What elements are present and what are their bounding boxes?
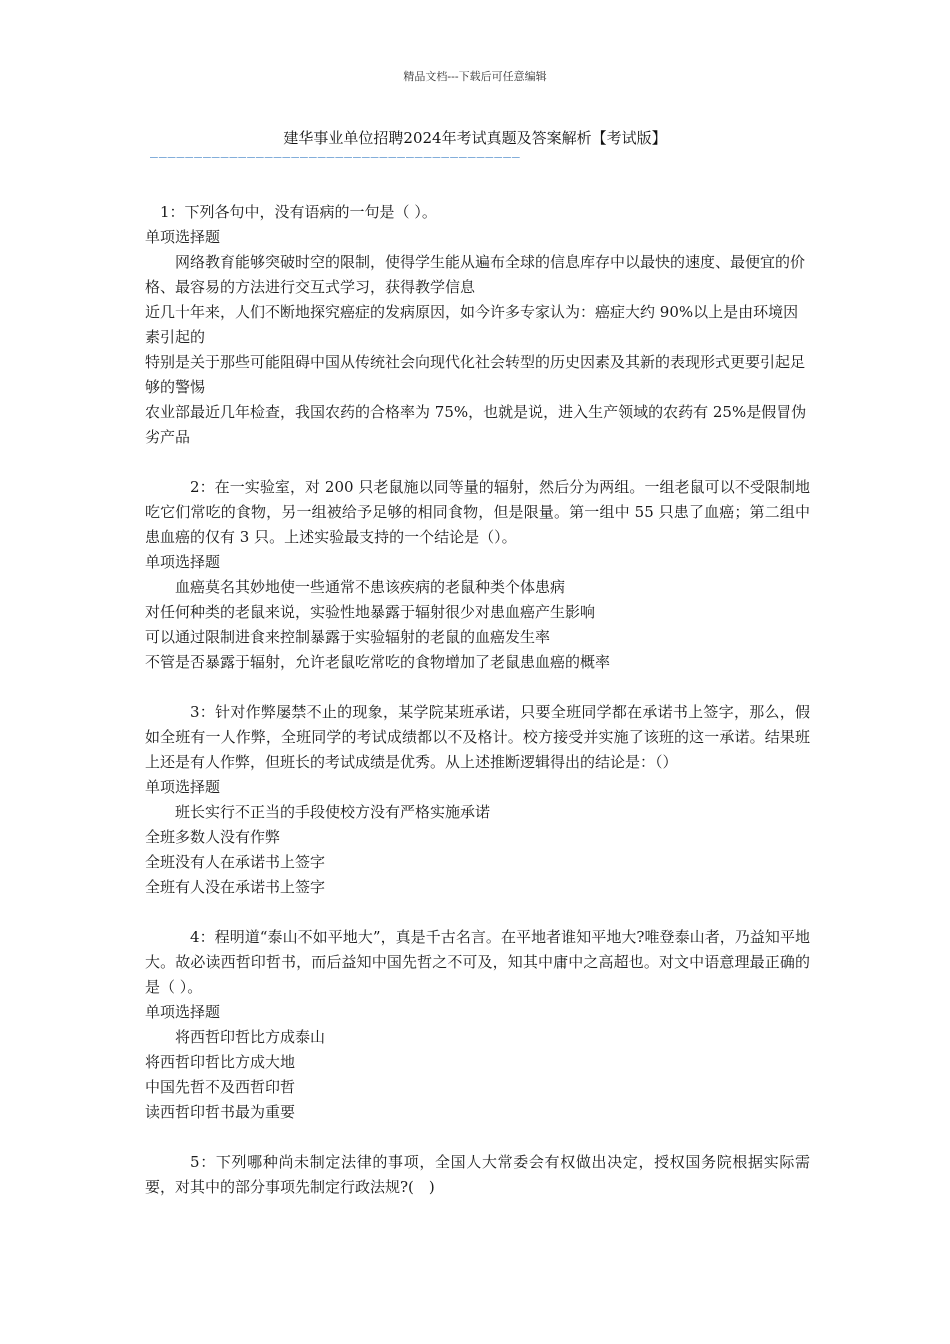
option-c: 中国先哲不及西哲印哲 xyxy=(145,1078,296,1096)
question-3 xyxy=(145,700,810,900)
option-a: 网络教育能够突破时空的限制，使得学生能从遍布全球的信息库存中以最快的速度、最便宜的价格、最容易的方法进行交互式学习，获得教学信息 xyxy=(145,253,806,296)
question-5 xyxy=(145,1150,810,1200)
question-text: 在一实验室，对 200 只老鼠施以同等量的辐射，然后分为两组。一组老鼠可以不受限制地吃它们常吃的食物，另一组被给予足够的相同食物，但是限量。第一组中 55 只患了血癌；第二组中患血癌的仅有 3 只。上述实验最支持的一个结论是（）。 xyxy=(145,478,811,546)
question-text: 针对作弊屡禁不止的现象，某学院某班承诺，只要全班同学都在承诺书上签字，那么，假如全班有一人作弊，全班同学的考试成绩都以不及格计。校方接受并实施了该班的这一承诺。结果班上还是有人作弊，但班长的考试成绩是优秀。从上述推断逻辑得出的结论是：（） xyxy=(145,703,810,771)
question-stem xyxy=(145,475,810,550)
option-d: 读西哲印哲书最为重要 xyxy=(145,1103,296,1121)
title-divider: —————————————————————————————————————————— xyxy=(150,150,521,165)
question-stem xyxy=(145,700,810,775)
option-c: 可以通过限制进食来控制暴露于实验辐射的老鼠的血癌发生率 xyxy=(145,628,551,646)
question-type: 单项选择题 xyxy=(145,228,221,246)
question-stem xyxy=(145,925,810,1000)
option-b: 将西哲印哲比方成大地 xyxy=(145,1053,296,1071)
option-c: 全班没有人在承诺书上签字 xyxy=(145,853,326,871)
question-1 xyxy=(145,200,810,450)
option-c: 特别是关于那些可能阻碍中国从传统社会向现代化社会转型的历史因素及其新的表现形式更要引起足够的警惕 xyxy=(145,353,806,396)
question-list xyxy=(145,200,810,1225)
option-d: 全班有人没在承诺书上签字 xyxy=(145,878,326,896)
option-a: 血癌莫名其妙地使一些通常不患该疾病的老鼠种类个体患病 xyxy=(175,578,566,596)
option-b: 对任何种类的老鼠来说，实验性地暴露于辐射很少对患血癌产生影响 xyxy=(145,603,596,621)
option-b: 近几十年来，人们不断地探究癌症的发病原因，如今许多专家认为：癌症大约 90%以上是由环境因素引起的 xyxy=(145,303,799,346)
question-2 xyxy=(145,475,810,675)
option-a: 班长实行不正当的手段使校方没有严格实施承诺 xyxy=(175,803,491,821)
option-d: 不管是否暴露于辐射，允许老鼠吃常吃的食物增加了老鼠患血癌的概率 xyxy=(145,653,611,671)
question-text: 下列各句中，没有语病的一句是（ ）。 xyxy=(184,203,437,221)
question-number: 4： xyxy=(190,928,215,946)
question-stem xyxy=(145,200,810,225)
question-number: 1： xyxy=(160,203,185,221)
question-type: 单项选择题 xyxy=(145,1003,221,1021)
option-a: 将西哲印哲比方成泰山 xyxy=(175,1028,326,1046)
question-text: 程明道“泰山不如平地大”，真是千古名言。在平地者谁知平地大?唯登泰山者，乃益知平地大。故必读西哲印哲书，而后益知中国先哲之不可及，知其中庸中之高超也。对文中语意理最正确的是（ ）。 xyxy=(145,928,811,996)
document-title: 建华事业单位招聘2024年考试真题及答案解析【考试版】 xyxy=(283,129,667,147)
question-number: 3： xyxy=(190,703,216,721)
question-number: 2： xyxy=(190,478,215,496)
question-4 xyxy=(145,925,810,1125)
question-type: 单项选择题 xyxy=(145,778,221,796)
question-number: 5： xyxy=(190,1153,216,1171)
question-text: 下列哪种尚未制定法律的事项，全国人大常委会有权做出决定，授权国务院根据实际需要，对其中的部分事项先制定行政法规?( ) xyxy=(145,1153,810,1196)
question-stem xyxy=(145,1150,810,1200)
option-b: 全班多数人没有作弊 xyxy=(145,828,281,846)
option-d: 农业部最近几年检查，我国农药的合格率为 75%，也就是说，进入生产领域的农药有 25%是假冒伪劣产品 xyxy=(145,403,807,446)
question-type: 单项选择题 xyxy=(145,553,221,571)
header-note: 精品文档---下载后可任意编辑 xyxy=(403,70,547,83)
